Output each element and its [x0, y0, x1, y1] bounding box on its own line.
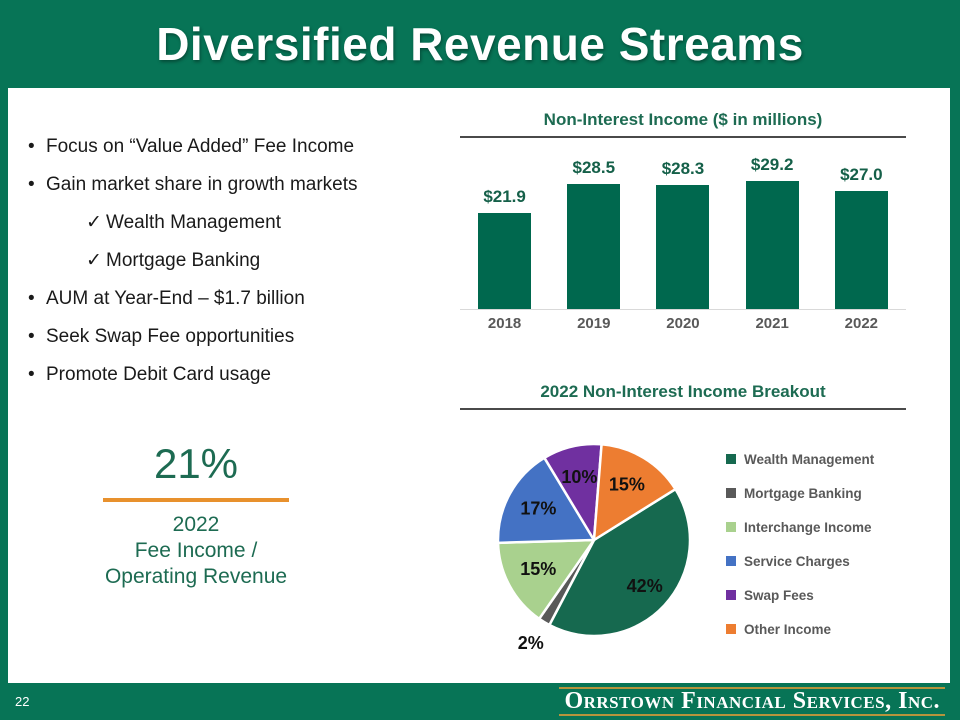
bar-column — [463, 187, 547, 309]
bar — [656, 185, 709, 309]
bar-column — [819, 165, 903, 309]
fee-income-stat — [94, 440, 298, 590]
bar-value-label: $29.2 — [750, 155, 794, 174]
legend-row — [726, 578, 874, 612]
legend-label: Service Charges — [744, 553, 850, 569]
legend-label: Wealth Management — [744, 451, 875, 467]
pie-percent-label: 42% — [626, 575, 663, 596]
bullet-icon: • — [28, 364, 35, 385]
pie-chart-area — [460, 410, 906, 665]
legend-swatch-icon — [726, 522, 736, 532]
bullet-text: Seek Swap Fee opportunities — [46, 326, 295, 347]
bullet-text: Promote Debit Card usage — [46, 364, 271, 385]
bullet-icon: • — [28, 136, 35, 157]
bar-value-label: $27.0 — [840, 165, 883, 184]
x-axis-tick-label: 2019 — [577, 315, 611, 332]
bar — [835, 191, 888, 309]
bullet-item — [28, 326, 458, 348]
legend-swatch-icon — [726, 488, 736, 498]
legend-label: Other Income — [744, 621, 832, 637]
pie-chart — [474, 428, 726, 663]
legend-label: Mortgage Banking — [744, 485, 862, 501]
pie-chart-title: 2022 Non-Interest Income Breakout — [540, 382, 826, 401]
bar-column — [730, 155, 814, 309]
slide-header — [0, 0, 960, 88]
bullet-item — [28, 136, 458, 158]
bar — [746, 181, 799, 309]
bar-chart-title: Non-Interest Income ($ in millions) — [543, 110, 823, 129]
bullet-text: Focus on “Value Added” Fee Income — [46, 136, 355, 157]
legend-swatch-icon — [726, 454, 736, 464]
bullet-text: Mortgage Banking — [106, 250, 261, 271]
legend-swatch-icon — [726, 590, 736, 600]
slide-body — [8, 88, 950, 683]
sub-bullet-item — [86, 250, 458, 272]
legend-row — [726, 510, 874, 544]
legend-row — [726, 476, 874, 510]
bar — [567, 184, 620, 309]
pie-percent-label: 17% — [520, 498, 557, 519]
bullet-icon: • — [28, 174, 35, 195]
legend-label: Interchange Income — [744, 519, 872, 535]
legend-row — [726, 612, 874, 646]
check-icon: ✓ — [86, 250, 102, 271]
fee-stat-caption-line2: Fee Income / — [134, 539, 258, 562]
legend-swatch-icon — [726, 624, 736, 634]
x-axis-tick-label: 2022 — [844, 315, 879, 332]
fee-stat-caption-line3: Operating Revenue — [104, 565, 288, 588]
legend-row — [726, 442, 874, 476]
check-icon: ✓ — [86, 212, 102, 233]
x-axis-tick-label: 2020 — [666, 315, 700, 332]
fee-stat-accent-rule — [103, 498, 289, 502]
bullet-item — [28, 364, 458, 386]
x-axis-tick-label: 2021 — [755, 315, 789, 332]
pie-percent-label: 15% — [520, 558, 557, 579]
bullet-item — [28, 288, 458, 310]
page-title: Diversified Revenue Streams — [156, 18, 804, 70]
pie-percent-label: 15% — [608, 474, 645, 495]
bar-column — [641, 159, 725, 309]
pie-percent-label: 2% — [517, 632, 544, 653]
bar-chart-panel — [460, 110, 906, 332]
fee-stat-value: 21% — [153, 440, 239, 487]
bullet-list — [28, 136, 458, 402]
bar-value-label: $21.9 — [483, 187, 526, 206]
bar-value-label: $28.3 — [661, 159, 705, 178]
legend-swatch-icon — [726, 556, 736, 566]
bullet-icon: • — [28, 326, 35, 347]
legend-row — [726, 544, 874, 578]
sub-bullet-item — [86, 212, 458, 234]
page-number: 22 — [15, 694, 30, 709]
bar-value-label: $28.5 — [572, 158, 616, 177]
bullet-icon: • — [28, 288, 35, 309]
bullet-text: Gain market share in growth markets — [46, 174, 358, 195]
pie-percent-label: 10% — [561, 467, 598, 488]
bar-chart-x-axis — [460, 315, 906, 332]
pie-chart-panel — [460, 382, 906, 665]
x-axis-tick-label: 2018 — [487, 315, 522, 332]
bullet-text: Wealth Management — [106, 212, 281, 233]
bar-chart-plot-area — [460, 138, 906, 310]
company-logo: Orrstown Financial Services, Inc. — [559, 687, 945, 716]
bar — [478, 213, 531, 309]
bullet-item — [28, 174, 458, 196]
legend-label: Swap Fees — [744, 587, 814, 603]
bullet-text: AUM at Year-End – $1.7 billion — [46, 288, 305, 309]
slide-footer — [0, 683, 960, 720]
pie-legend — [726, 442, 874, 646]
bar-column — [552, 158, 636, 309]
fee-stat-caption-line1: 2022 — [172, 513, 220, 536]
